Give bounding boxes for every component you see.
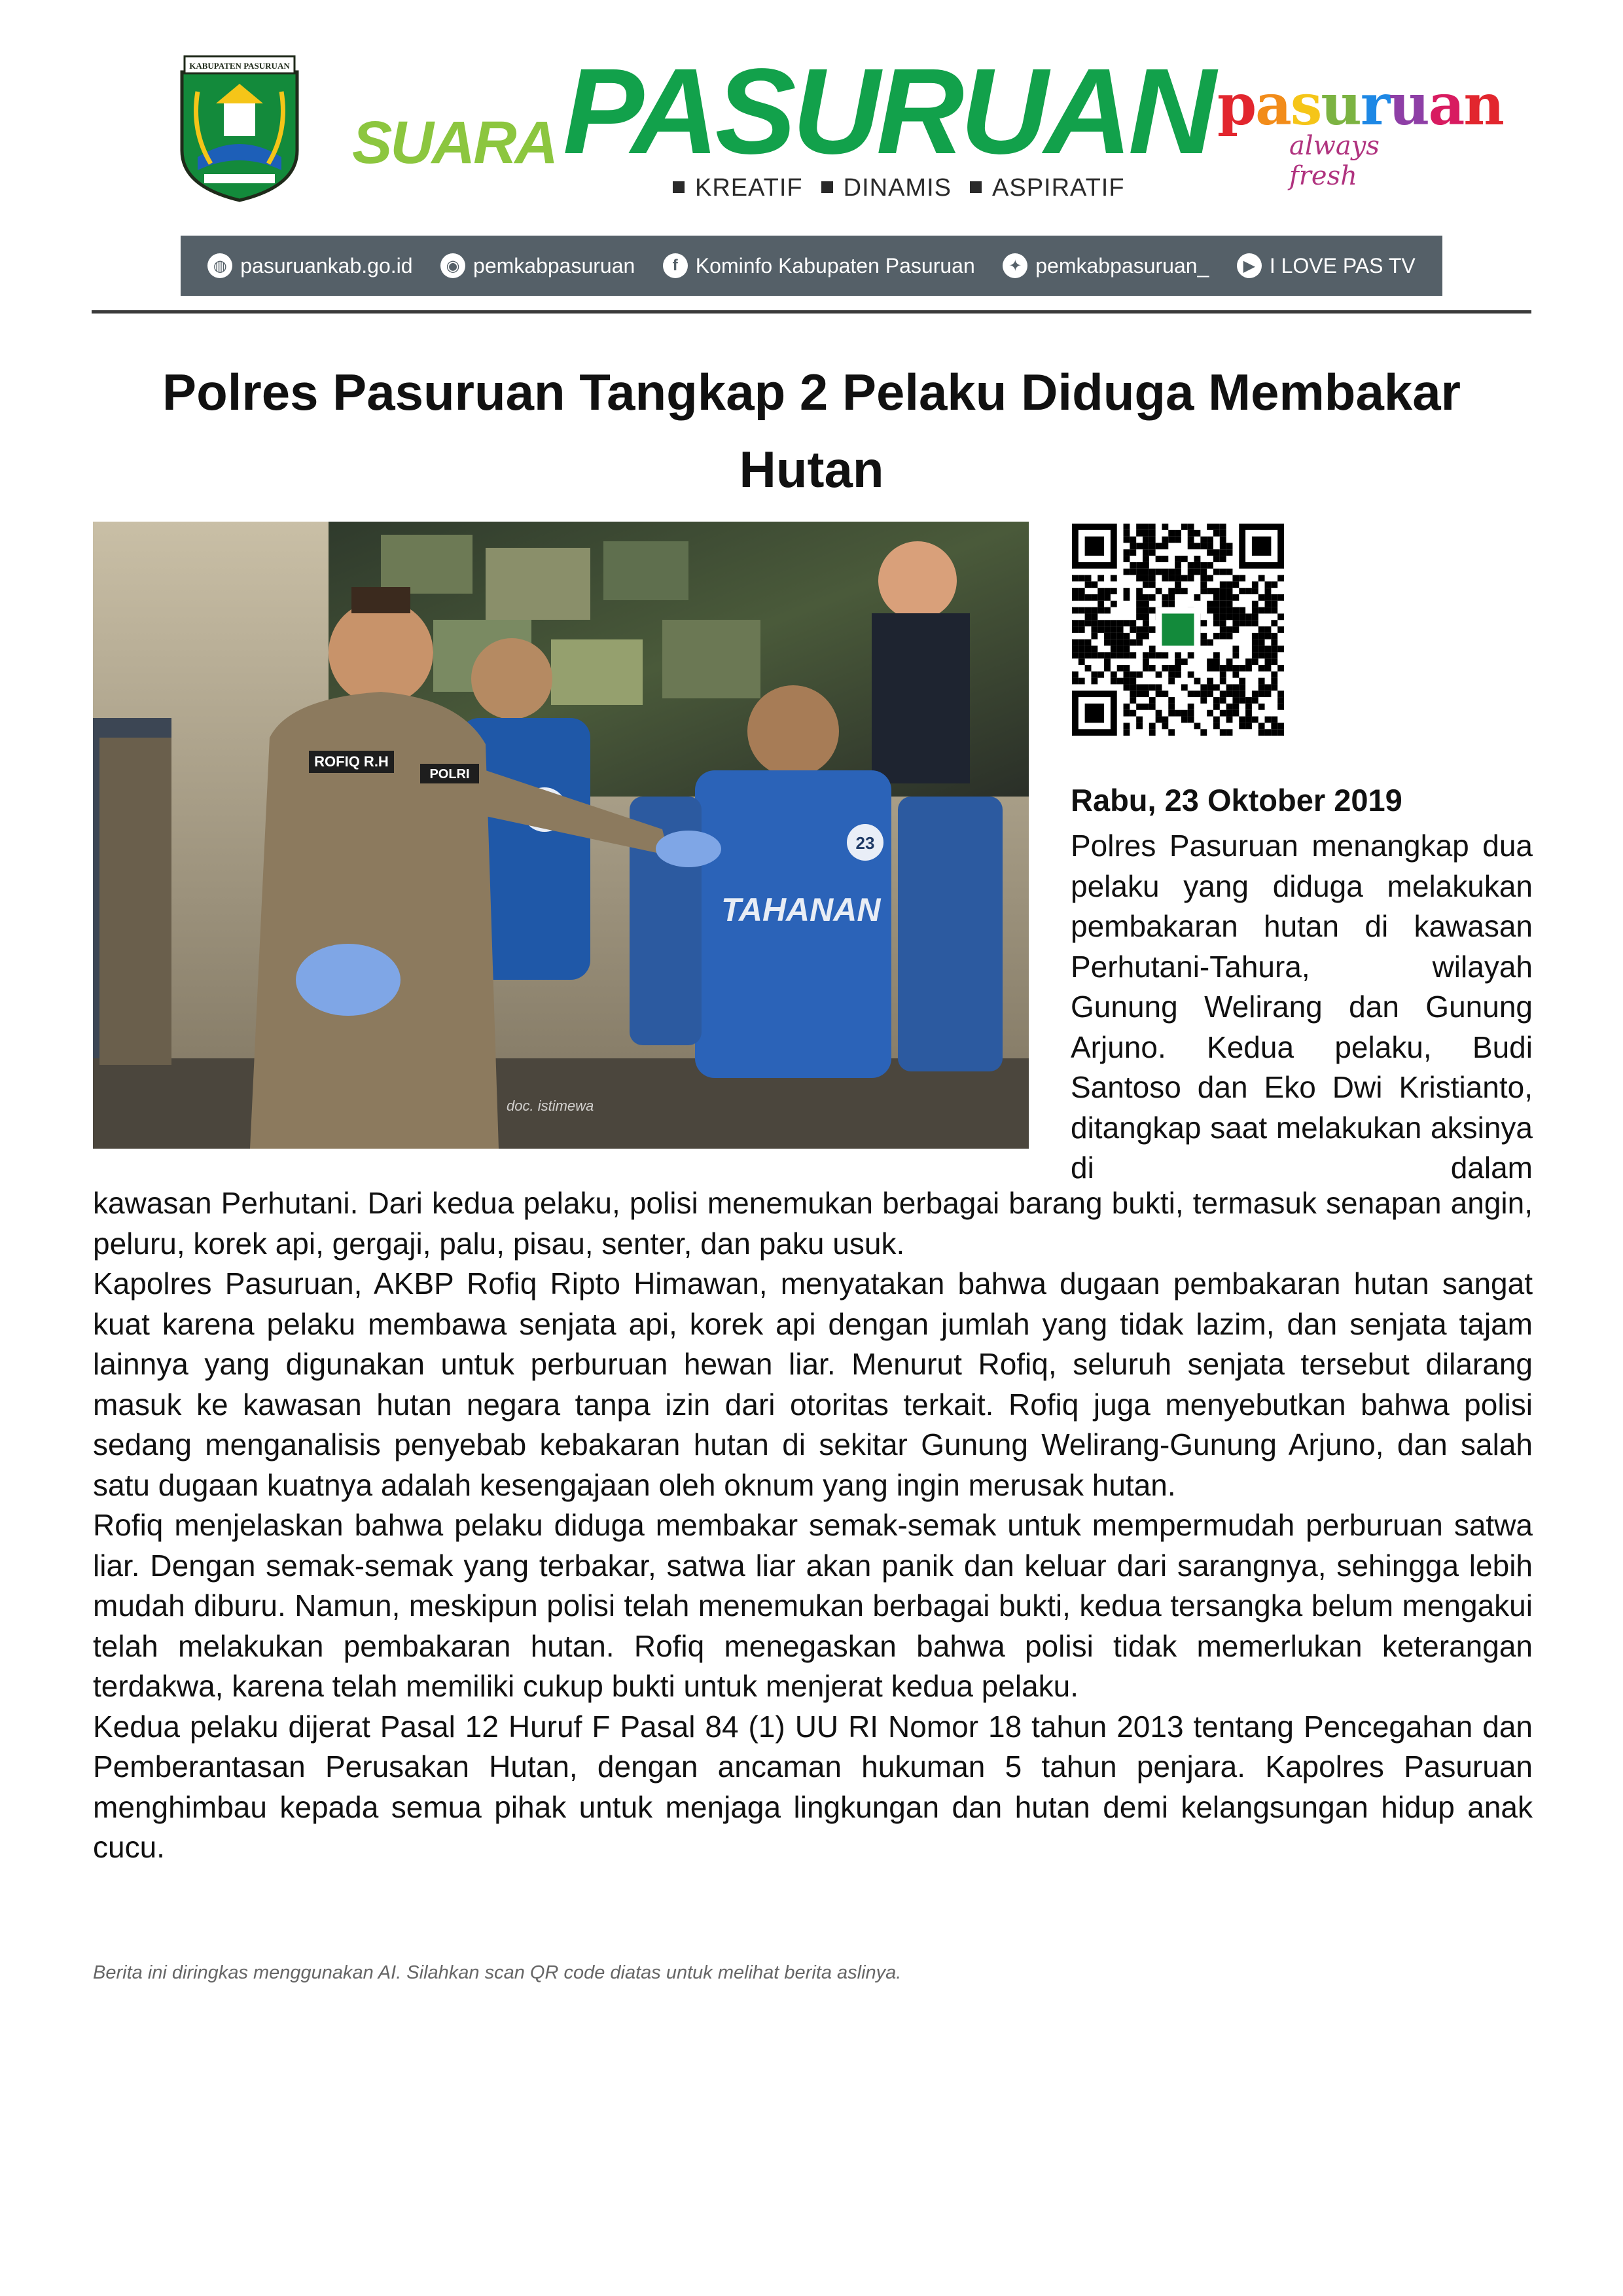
social-website[interactable]: ◍ pasuruankab.go.id <box>207 253 412 278</box>
instagram-icon: ◉ <box>440 253 465 278</box>
article-paragraph: Kapolres Pasuruan, AKBP Rofiq Ripto Himawan, menyatakan bahwa dugaan pembakaran hutan sangat kuat karena pelaku membawa senjata api, korek api dengan jumlah yang tidak lazim, dan senjata tajam lainnya yang digunakan untuk perburuan hewan liar. Menurut Rofiq, seluruh senjata tersebut dilarang masuk ke kawasan hutan negara tanpa izin dari otoritas terkait. Rofiq juga menyebutkan bahwa polisi sedang menganalisis penyebab kebakaran hutan di sekitar Gunung Welirang-Gunung Arjuno, dan salah satu dugaan kuatnya adalah kesengajaan oleh oknum yang ingin merusak hutan. <box>93 1266 1533 1502</box>
brand-pasuruan-text: PASURUAN <box>563 44 1213 179</box>
press-conference-illustration <box>93 522 1029 1149</box>
article-paragraph: Rofiq menjelaskan bahwa pelaku diduga membakar semak-semak untuk mempermudah perburuan satwa liar. Dengan semak-semak yang terbakar, satwa liar akan panik dan keluar dari sarangnya, sehingga lebih mudah diburu. Namun, meskipun polisi telah menemukan berbagai bukti, kedua tersangka belum mengakui telah melakukan pembakaran hutan. Rofiq menegaskan bahwa polisi tidak memerlukan keterangan terdakwa, karena telah memiliki cukup bukti untuk menjerat kedua pelaku. <box>93 1508 1533 1703</box>
article-lead-paragraph: Polres Pasuruan menangkap dua pelaku yang diduga melakukan pembakaran hutan di kawasan Perhutani-Tahura, wilayah Gunung Welirang dan Gunung Arjuno. Kedua pelaku, Budi Santoso dan Eko Dwi Kristianto, ditangkap saat melakukan aksinya di dalam <box>1071 829 1533 1185</box>
social-facebook[interactable]: f Kominfo Kabupaten Pasuruan <box>663 253 975 278</box>
header-divider <box>92 310 1531 314</box>
tourism-logo-tagline: always fresh <box>1289 131 1380 191</box>
social-twitter[interactable]: ✦ pemkabpasuruan_ <box>1003 253 1209 278</box>
photo-credit: doc. istimewa <box>507 1098 594 1114</box>
detainee-number-b: 23 <box>855 833 875 853</box>
article-photo <box>93 522 1029 1149</box>
social-instagram[interactable]: ◉ pemkabpasuruan <box>440 253 635 278</box>
social-youtube[interactable]: ▶ I LOVE PAS TV <box>1237 253 1416 278</box>
brand-suara-text: SUARA <box>352 109 557 176</box>
facebook-icon: f <box>663 253 688 278</box>
suara-pasuruan-logo <box>347 44 1213 209</box>
tourism-logo-word: pasuruan <box>1217 72 1503 138</box>
article-date: Rabu, 23 Oktober 2019 <box>1071 783 1402 817</box>
officer-name-tag: ROFIQ R.H <box>314 753 389 770</box>
ai-summary-footnote: Berita ini diringkas menggunakan AI. Silahkan scan QR code diatas untuk melihat berita aslinya. <box>93 1962 902 1983</box>
article-title: Polres Pasuruan Tangkap 2 Pelaku Diduga Membakar Hutan <box>162 363 1461 498</box>
officer-polri-tag: POLRI <box>429 767 470 781</box>
svg-text:KABUPATEN PASURUAN: KABUPATEN PASURUAN <box>189 61 290 71</box>
pasuruan-always-fresh-logo <box>1217 72 1503 191</box>
twitter-icon: ✦ <box>1003 253 1027 278</box>
article-paragraph: kawasan Perhutani. Dari kedua pelaku, polisi menemukan berbagai barang bukti, termasuk senapan angin, peluru, korek api, gergaji, palu, pisau, senter, dan paku usuk. <box>93 1186 1533 1261</box>
globe-icon: ◍ <box>207 253 232 278</box>
article-body <box>93 1183 1533 1868</box>
qr-code[interactable] <box>1072 524 1284 736</box>
detainee-shirt-text: TAHANAN <box>721 891 881 928</box>
article-paragraph: Kedua pelaku dijerat Pasal 12 Huruf F Pasal 84 (1) UU RI Nomor 18 tahun 2013 tentang Pencegahan dan Pemberantasan Perusakan Hutan, dengan ancaman hukuman 5 tahun penjara. Kapolres Pasuruan menghimbau kepada semua pihak untuk menjaga lingkungan dan hutan demi kelangsungan hidup anak cucu. <box>93 1709 1533 1864</box>
brand-tagline: KREATIF DINAMIS ASPIRATIF <box>673 174 1125 202</box>
kabupaten-pasuruan-crest-logo <box>178 52 301 203</box>
youtube-icon: ▶ <box>1237 253 1262 278</box>
social-media-bar <box>181 236 1442 296</box>
